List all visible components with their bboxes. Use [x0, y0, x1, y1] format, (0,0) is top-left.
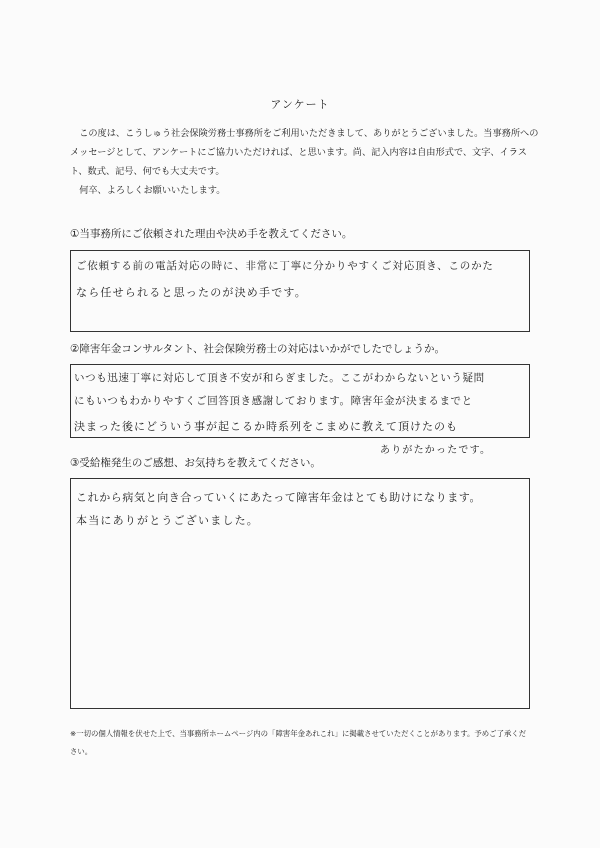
answer-2-line-2: にもいつもわかりやすくご回答頂き感謝しております。障害年金が決まるまでと [74, 395, 473, 407]
answer-3-line-2: 本当にありがとうございました。 [76, 514, 259, 527]
intro-text [70, 124, 540, 200]
intro-closing: 何卒、よろしくお願いいたします。 [79, 185, 226, 196]
answer-2-line-3: 決まった後にどういう事が起こるか時系列をこまめに教えて頂けたのも [74, 420, 458, 433]
privacy-note: ※一切の個人情報を伏せた上で、当事務所ホームページ内の「障害年金あれこれ」に掲載させていただくことがあります。予めご了承ください。 [70, 729, 527, 756]
question-3-label: ③受給権発生のご感想、お気持ちを教えてください。 [70, 457, 321, 469]
answer-3-line-1: これから病気と向き合っていくにあたって障害年金はとても助けになります。 [76, 491, 482, 504]
intro-paragraph: この度は、こうしゅう社会保険労務士事務所をご利用いただきまして、ありがとうございました。当事務所へのメッセージとして、アンケートにご協力いただければ、と思います。尚、記入内容は自由形式で、文字、イラスト、数式、記号、何でも大丈夫です。 [70, 128, 539, 177]
answer-1-line-2: なら任せられると思ったのが決め手です。 [76, 286, 307, 299]
question-1-label: ①当事務所にご依頼された理由や決め手を教えてください。 [70, 228, 353, 240]
answer-2-line-1: いつも迅速丁寧に対応して頂き不安が和らぎました。ここがわからないという疑問 [74, 372, 485, 384]
question-2-label: ②障害年金コンサルタント、社会保険労務士の対応はいかがでしたでしょうか。 [70, 343, 446, 355]
answer-1-line-1: ご依頼する前の電話対応の時に、非常に丁寧に分かりやすくご対応頂き、このかた [76, 260, 494, 272]
answer-2-line-4: ありがたかったです。 [380, 445, 492, 456]
page-title: アンケート [270, 98, 330, 111]
